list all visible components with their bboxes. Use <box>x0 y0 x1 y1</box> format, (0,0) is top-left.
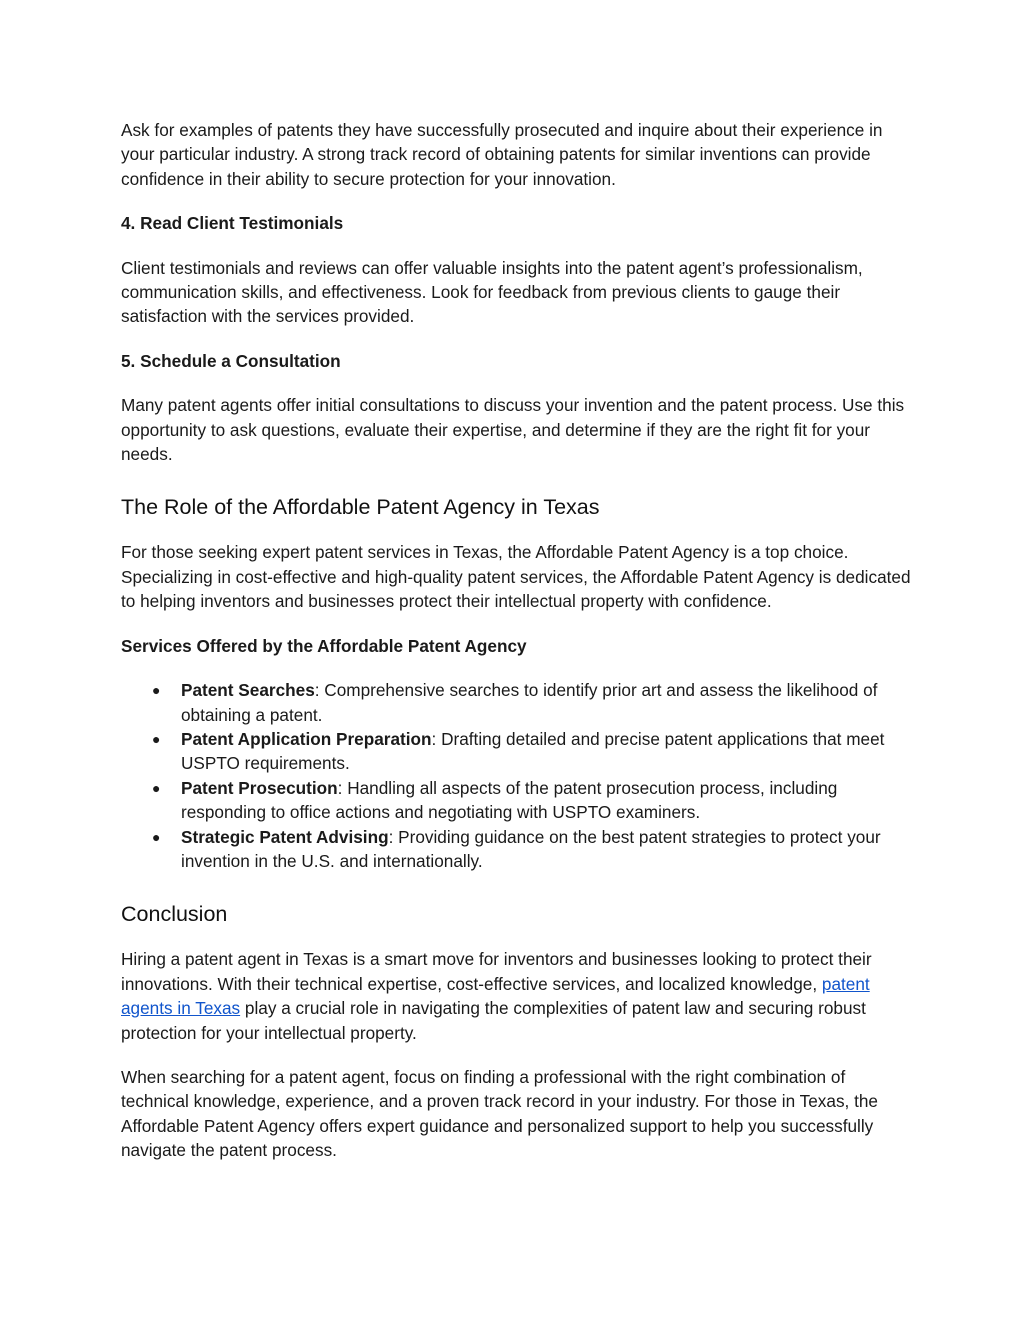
conclusion-paragraph-1 <box>121 947 911 1045</box>
intro-paragraph: Ask for examples of patents they have successfully prosecuted and inquire about their experience in your particular industry. A strong track record of obtaining patents for similar inventions can provide confidence in their ability to secure protection for your innovation. <box>121 120 883 189</box>
consultation-paragraph: Many patent agents offer initial consultations to discuss your invention and the patent process. Use this opportunity to ask questions, evaluate their expertise, and determine if they are the right fit for your needs. <box>121 395 905 465</box>
conclusion-text-after-link: play a crucial role in navigating the complexities of patent law and securing robust protection for your intellectual property. <box>121 998 866 1043</box>
services-list <box>121 678 911 873</box>
bullet-icon: ● <box>152 828 161 845</box>
role-paragraph: For those seeking expert patent services in Texas, the Affordable Patent Agency is a top choice. Specializing in cost-effective and high-quality patent services, the Affordable Patent Agency is dedicated to helping inventors and businesses protect their intellectual property with confidence. <box>121 542 911 612</box>
section-heading-testimonials: 4. Read Client Testimonials <box>121 213 344 234</box>
services-heading: Services Offered by the Affordable Patent Agency <box>121 635 527 656</box>
service-term: Patent Prosecution <box>181 777 338 798</box>
section-heading-consultation: 5. Schedule a Consultation <box>121 350 341 371</box>
conclusion-heading: Conclusion <box>121 902 228 927</box>
patent-agents-texas-link[interactable]: patent agents in Texas <box>121 973 870 1019</box>
service-term: Strategic Patent Advising <box>181 826 389 847</box>
list-item <box>121 727 911 776</box>
conclusion-text-before-link: Hiring a patent agent in Texas is a smart move for inventors and businesses looking to protect their innovations. With their technical expertise, cost-effective services, and localized knowledge, <box>121 949 872 994</box>
list-item <box>121 825 911 874</box>
bullet-icon: ● <box>152 730 161 747</box>
bullet-icon: ● <box>152 779 161 796</box>
service-description: : Comprehensive searches to identify prior art and assess the likelihood of obtaining a patent. <box>181 680 878 725</box>
service-description: : Drafting detailed and precise patent applications that meet USPTO requirements. <box>181 728 885 774</box>
role-heading: The Role of the Affordable Patent Agency in Texas <box>121 495 600 520</box>
document-page <box>121 118 911 1163</box>
list-item <box>121 776 911 825</box>
service-term: Patent Searches <box>181 680 315 701</box>
service-description: : Providing guidance on the best patent strategies to protect your invention in the U.S. and internationally. <box>181 826 881 871</box>
service-description: : Handling all aspects of the patent prosecution process, including responding to office actions and negotiating with USPTO examiners. <box>181 777 838 823</box>
conclusion-paragraph-2: When searching for a patent agent, focus on finding a professional with the right combination of technical knowledge, experience, and a proven track record in your industry. For those in Texas, the Affordable Patent Agency offers expert guidance and personalized support to help you successfully navigate the patent process. <box>121 1066 878 1161</box>
bullet-icon: ● <box>152 682 161 699</box>
testimonials-paragraph: Client testimonials and reviews can offer valuable insights into the patent agent’s professionalism, communication skills, and effectiveness. Look for feedback from previous clients to gauge their satisfaction with the services provided. <box>121 257 863 327</box>
service-term: Patent Application Preparation <box>181 728 432 749</box>
list-item <box>121 678 911 727</box>
